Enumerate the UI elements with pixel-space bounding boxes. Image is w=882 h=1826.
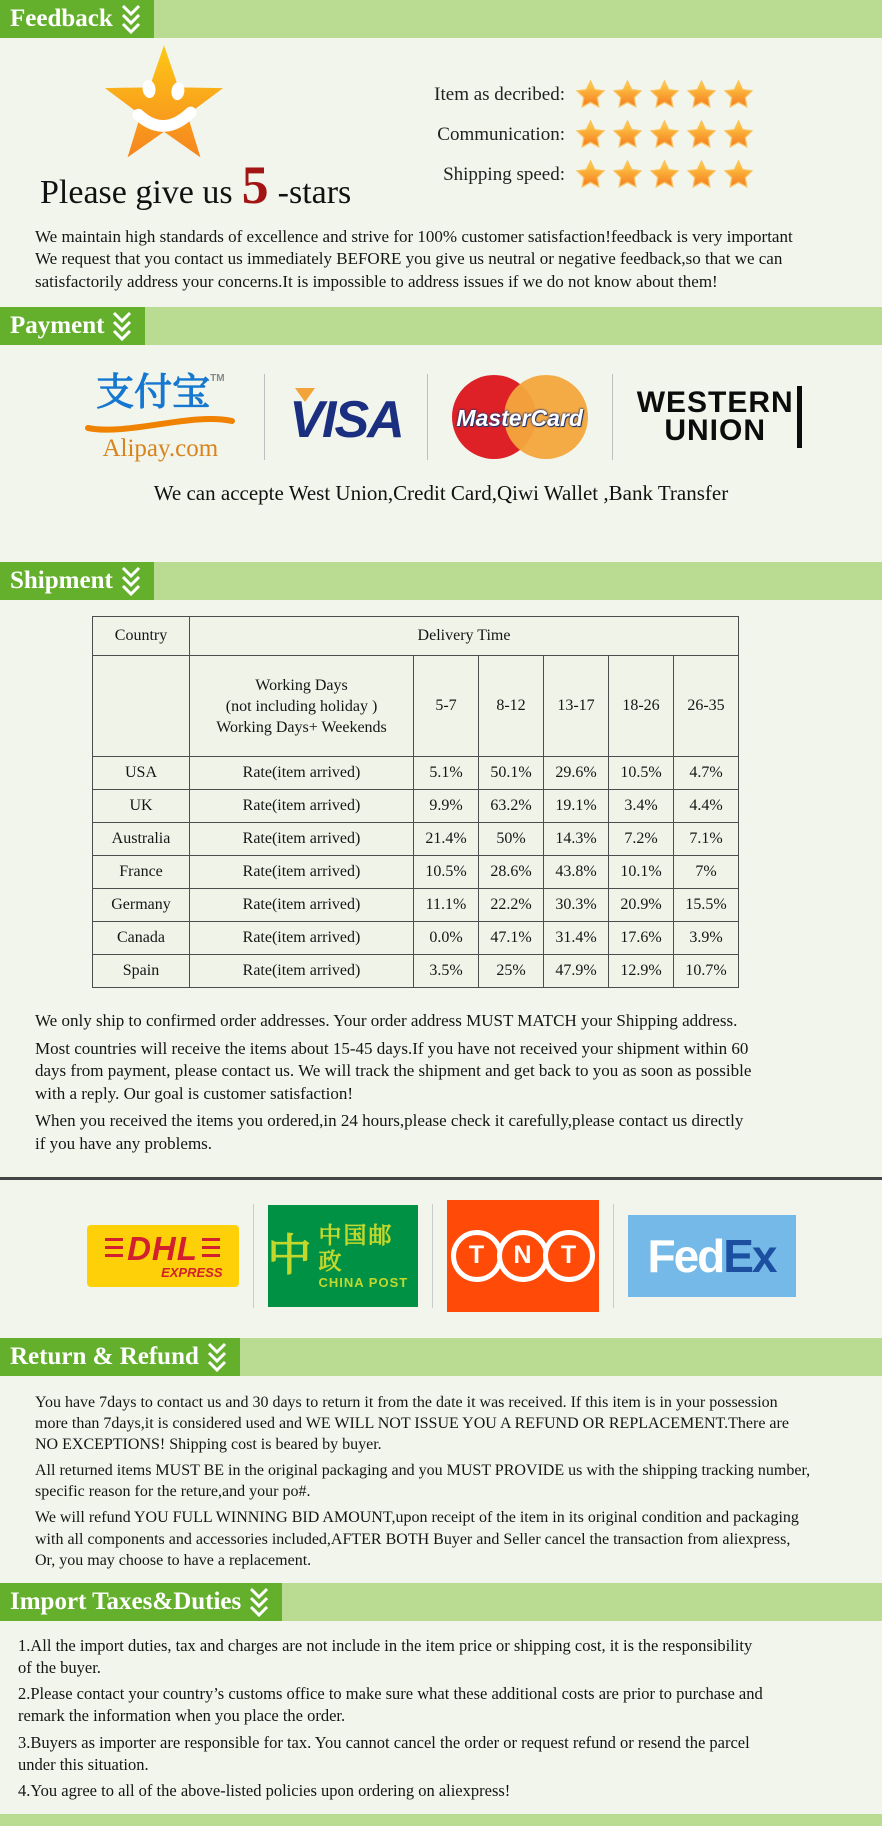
rate-value-cell: 31.4% xyxy=(544,922,609,955)
country-cell: Australia xyxy=(93,823,190,856)
rate-value-cell: 47.9% xyxy=(544,955,609,988)
rate-value-cell: 30.3% xyxy=(544,889,609,922)
western-union-logo xyxy=(637,386,802,448)
china-post-chinese-text: 中国邮政 xyxy=(318,1222,394,1275)
delivery-time-table xyxy=(92,616,739,988)
star-icon xyxy=(575,79,606,110)
paragraph xyxy=(35,1010,882,1032)
divider xyxy=(612,374,613,460)
text-line: 1.All the import duties, tax and charges are not include in the item price or shipping cost, it is the responsibility xyxy=(18,1635,753,1655)
double-chevron-down-icon xyxy=(206,1342,228,1372)
rate-value-cell: 43.8% xyxy=(544,856,609,889)
caption-number-five: 5 xyxy=(241,155,269,215)
payment-section-banner xyxy=(0,307,882,345)
text-line: under this situation. xyxy=(18,1754,149,1774)
rate-value-cell: 50.1% xyxy=(479,757,544,790)
text-line: Working Days xyxy=(255,676,348,694)
paragraph xyxy=(35,1460,882,1502)
day-range-header-cell: 5-7 xyxy=(414,656,479,757)
star-icon xyxy=(723,159,754,190)
star-icon xyxy=(612,119,643,150)
tnt-logo xyxy=(447,1200,599,1312)
table-row xyxy=(93,856,739,889)
text-line: 3.Buyers as importer are responsible for tax. You cannot cancel the order or request refund or resend the parcel xyxy=(18,1732,750,1752)
star-icon xyxy=(686,159,717,190)
star-icon xyxy=(686,119,717,150)
double-chevron-down-icon xyxy=(248,1587,270,1617)
divider xyxy=(613,1204,614,1308)
rate-value-cell: 50% xyxy=(479,823,544,856)
text-line: specific reason for the reture,and your po#. xyxy=(35,1483,311,1501)
rate-value-cell: 19.1% xyxy=(544,790,609,823)
rate-value-cell: 47.1% xyxy=(479,922,544,955)
rate-label-cell: Rate(item arrived) xyxy=(190,922,414,955)
working-days-cell xyxy=(190,656,414,757)
country-cell: UK xyxy=(93,790,190,823)
text-line: if you have any problems. xyxy=(35,1133,213,1153)
import-taxes-note-text xyxy=(0,1635,882,1802)
return-refund-banner-title: Return & Refund xyxy=(10,1342,199,1370)
rate-value-cell: 28.6% xyxy=(479,856,544,889)
rate-label-cell: Rate(item arrived) xyxy=(190,790,414,823)
western-union-bar xyxy=(797,386,802,448)
return-refund-banner-box xyxy=(0,1338,240,1376)
text-line: with a reply. Our goal is customer satisfaction! xyxy=(35,1083,354,1103)
rate-value-cell: 17.6% xyxy=(609,922,674,955)
dhl-stripes xyxy=(105,1238,123,1258)
country-cell: USA xyxy=(93,757,190,790)
star-icon xyxy=(649,159,680,190)
rate-value-cell: 15.5% xyxy=(674,889,739,922)
caption-prefix: Please give us xyxy=(40,174,233,211)
rate-value-cell: 7.2% xyxy=(609,823,674,856)
dhl-stripes xyxy=(202,1238,220,1258)
rate-value-cell: 63.2% xyxy=(479,790,544,823)
return-refund-section-banner xyxy=(0,1338,882,1376)
paragraph xyxy=(18,1635,882,1679)
smiley-star-icon xyxy=(98,42,230,166)
shipment-note-text xyxy=(0,1010,882,1155)
double-chevron-down-icon xyxy=(120,566,142,596)
text-line: We will refund YOU FULL WINNING BID AMOUNT,upon receipt of the item in its original condition and packaging xyxy=(35,1509,799,1527)
rate-value-cell: 5.1% xyxy=(414,757,479,790)
shipment-table-body xyxy=(93,617,739,988)
paragraph xyxy=(18,1732,882,1776)
rate-value-cell: 4.4% xyxy=(674,790,739,823)
shipment-banner-title: Shipment xyxy=(10,567,113,595)
delivery-time-header-cell: Delivery Time xyxy=(190,617,739,656)
visa-logo: VISA xyxy=(289,384,402,450)
rate-value-cell: 20.9% xyxy=(609,889,674,922)
divider xyxy=(432,1204,433,1308)
star-icon xyxy=(723,119,754,150)
star-icon xyxy=(612,79,643,110)
rate-value-cell: 10.5% xyxy=(414,856,479,889)
give-five-stars-caption xyxy=(40,155,424,215)
text-line: Working Days+ Weekends xyxy=(216,718,387,736)
alipay-swoosh-icon xyxy=(80,412,240,434)
rating-rows xyxy=(424,70,754,212)
payment-logos-row xyxy=(0,369,882,465)
rate-value-cell: 25% xyxy=(479,955,544,988)
rating-label: Shipping speed: xyxy=(443,163,565,185)
text-line: more than 7days,it is considered used and WE WILL NOT ISSUE YOU A REFUND OR REPLACEMENT.There are xyxy=(35,1415,789,1433)
rate-value-cell: 10.1% xyxy=(609,856,674,889)
rating-stars xyxy=(575,79,754,110)
rate-value-cell: 12.9% xyxy=(609,955,674,988)
rate-value-cell: 7% xyxy=(674,856,739,889)
payment-banner-title: Payment xyxy=(10,312,105,340)
rate-value-cell: 4.7% xyxy=(674,757,739,790)
rate-label-cell: Rate(item arrived) xyxy=(190,955,414,988)
star-icon xyxy=(649,79,680,110)
mastercard-logo xyxy=(452,373,588,461)
paragraph xyxy=(35,226,882,293)
dhl-wordmark: DHL xyxy=(127,1229,198,1267)
text-line: remark the information when you place the order. xyxy=(18,1706,346,1726)
rate-value-cell: 10.5% xyxy=(609,757,674,790)
text-line: We request that you contact us immediately BEFORE you give us neutral or negative feedback,so that we can xyxy=(35,249,783,269)
text-line: All returned items MUST BE in the original packaging and you MUST PROVIDE us with the shipping tracking number, xyxy=(35,1462,811,1480)
rate-value-cell: 11.1% xyxy=(414,889,479,922)
shipment-banner-box xyxy=(0,562,154,600)
text-line: Most countries will receive the items about 15-45 days.If you have not received your shipment within 60 xyxy=(35,1038,749,1058)
text-line: Or, you may choose to have a replacement. xyxy=(35,1551,312,1569)
rate-value-cell: 3.5% xyxy=(414,955,479,988)
table-subheader-row xyxy=(93,656,739,757)
country-cell: France xyxy=(93,856,190,889)
country-header-cell: Country xyxy=(93,617,190,656)
rate-value-cell: 3.9% xyxy=(674,922,739,955)
empty-cell xyxy=(93,656,190,757)
day-range-header-cell: 26-35 xyxy=(674,656,739,757)
rating-row xyxy=(424,79,754,110)
text-line: satisfactorily address your concerns.It is impossible to address issues if we do not know about them! xyxy=(35,271,718,291)
dhl-logo xyxy=(87,1225,239,1287)
text-line: 4.You agree to all of the above-listed policies upon ordering on aliexpress! xyxy=(18,1781,511,1801)
paragraph xyxy=(35,1110,882,1155)
day-range-header-cell: 8-12 xyxy=(479,656,544,757)
fedex-ex-text: Ex xyxy=(723,1229,776,1282)
table-header-row xyxy=(93,617,739,656)
rate-value-cell: 14.3% xyxy=(544,823,609,856)
table-row xyxy=(93,790,739,823)
star-icon xyxy=(649,119,680,150)
china-post-emblem-icon: 中 xyxy=(267,1230,312,1280)
day-range-header-cell: 13-17 xyxy=(544,656,609,757)
rate-value-cell: 0.0% xyxy=(414,922,479,955)
accepted-payments-text: We can accepte West Union,Credit Card,Qiwi Wallet ,Bank Transfer xyxy=(153,481,729,506)
star-icon xyxy=(612,159,643,190)
feedback-left-block xyxy=(0,42,424,215)
rating-label: Item as decribed: xyxy=(434,83,565,105)
table-row xyxy=(93,823,739,856)
western-union-wordmark: WESTERN UNION xyxy=(636,385,794,448)
feedback-banner-title: Feedback xyxy=(10,5,113,32)
feedback-banner-box xyxy=(0,0,154,38)
feedback-note-text xyxy=(0,226,882,293)
feedback-section-banner xyxy=(0,0,882,38)
rate-value-cell: 7.1% xyxy=(674,823,739,856)
paragraph xyxy=(35,1038,882,1105)
china-post-logo xyxy=(268,1205,418,1307)
divider xyxy=(253,1204,254,1308)
star-icon xyxy=(575,159,606,190)
import-taxes-banner-title: Import Taxes&Duties xyxy=(10,1587,242,1615)
rate-value-cell: 3.4% xyxy=(609,790,674,823)
tnt-circle-letter: N xyxy=(497,1230,549,1282)
tnt-circle-letter: T xyxy=(543,1230,595,1282)
text-line: of the buyer. xyxy=(18,1657,101,1677)
rating-row xyxy=(424,159,754,190)
day-range-header-cell: 18-26 xyxy=(609,656,674,757)
text-line: with all components and accessories included,AFTER BOTH Buyer and Seller cancel the transaction from aliexpress, xyxy=(35,1530,791,1548)
paragraph xyxy=(35,1392,882,1455)
double-chevron-down-icon xyxy=(120,4,142,34)
rate-label-cell: Rate(item arrived) xyxy=(190,856,414,889)
rating-stars xyxy=(575,159,754,190)
carrier-logos-row xyxy=(0,1180,882,1338)
star-icon xyxy=(686,79,717,110)
import-taxes-section-banner xyxy=(0,1583,882,1621)
table-row xyxy=(93,889,739,922)
country-cell: Spain xyxy=(93,955,190,988)
text-line: 2.Please contact your country’s customs office to make sure what these additional costs are prior to purchase and xyxy=(18,1684,763,1704)
country-cell: Germany xyxy=(93,889,190,922)
footer-green-strip xyxy=(0,1814,882,1826)
rate-value-cell: 21.4% xyxy=(414,823,479,856)
rate-label-cell: Rate(item arrived) xyxy=(190,757,414,790)
double-chevron-down-icon xyxy=(111,311,133,341)
table-row xyxy=(93,922,739,955)
text-line: We only ship to confirmed order addresses. Your order address MUST MATCH your Shipping address. xyxy=(35,1011,738,1031)
paragraph xyxy=(18,1683,882,1727)
rate-value-cell: 29.6% xyxy=(544,757,609,790)
rating-stars xyxy=(575,119,754,150)
paragraph xyxy=(35,1507,882,1570)
alipay-chinese-text: 支付宝™ xyxy=(96,371,225,414)
divider xyxy=(427,374,428,460)
text-line: We maintain high standards of excellence and strive for 100% customer satisfaction!feedback is very important xyxy=(35,227,793,246)
payment-banner-box xyxy=(0,307,145,345)
text-line: When you received the items you ordered,in 24 hours,please check it carefully,please contact us directly xyxy=(35,1111,744,1131)
fedex-fed-text: Fed xyxy=(647,1229,724,1282)
caption-suffix: -stars xyxy=(277,174,352,211)
rate-value-cell: 22.2% xyxy=(479,889,544,922)
china-post-english-text: CHINA POST xyxy=(318,1274,409,1290)
table-row xyxy=(93,955,739,988)
rate-value-cell: 9.9% xyxy=(414,790,479,823)
dhl-express-text: EXPRESS xyxy=(161,1264,223,1280)
alipay-logo xyxy=(80,371,240,462)
shipment-section-banner xyxy=(0,562,882,600)
tnt-circle-letter: T xyxy=(451,1230,503,1282)
rating-row xyxy=(424,119,754,150)
divider xyxy=(264,374,265,460)
rating-label: Communication: xyxy=(437,123,565,145)
fedex-logo xyxy=(628,1215,796,1297)
import-taxes-banner-box xyxy=(0,1583,282,1621)
text-line: You have 7days to contact us and 30 days to return it from the date it was received. If this item is in your possession xyxy=(35,1393,778,1411)
star-icon xyxy=(575,119,606,150)
trademark-mark: TM xyxy=(210,372,225,384)
rate-label-cell: Rate(item arrived) xyxy=(190,823,414,856)
alipay-url-text: Alipay.com xyxy=(102,434,219,462)
country-cell: Canada xyxy=(93,922,190,955)
table-row xyxy=(93,757,739,790)
text-line: NO EXCEPTIONS! Shipping cost is beared by buyer. xyxy=(35,1436,382,1454)
feedback-top-area xyxy=(0,38,882,215)
mastercard-wordmark: MasterCard xyxy=(456,405,583,432)
star-icon xyxy=(723,79,754,110)
rate-value-cell: 10.7% xyxy=(674,955,739,988)
return-refund-note-text xyxy=(0,1392,882,1571)
rate-label-cell: Rate(item arrived) xyxy=(190,889,414,922)
paragraph xyxy=(18,1780,882,1802)
text-line: days from payment, please contact us. We will track the shipment and get back to you as soon as possible xyxy=(35,1061,752,1081)
text-line: (not including holiday ) xyxy=(225,697,378,715)
